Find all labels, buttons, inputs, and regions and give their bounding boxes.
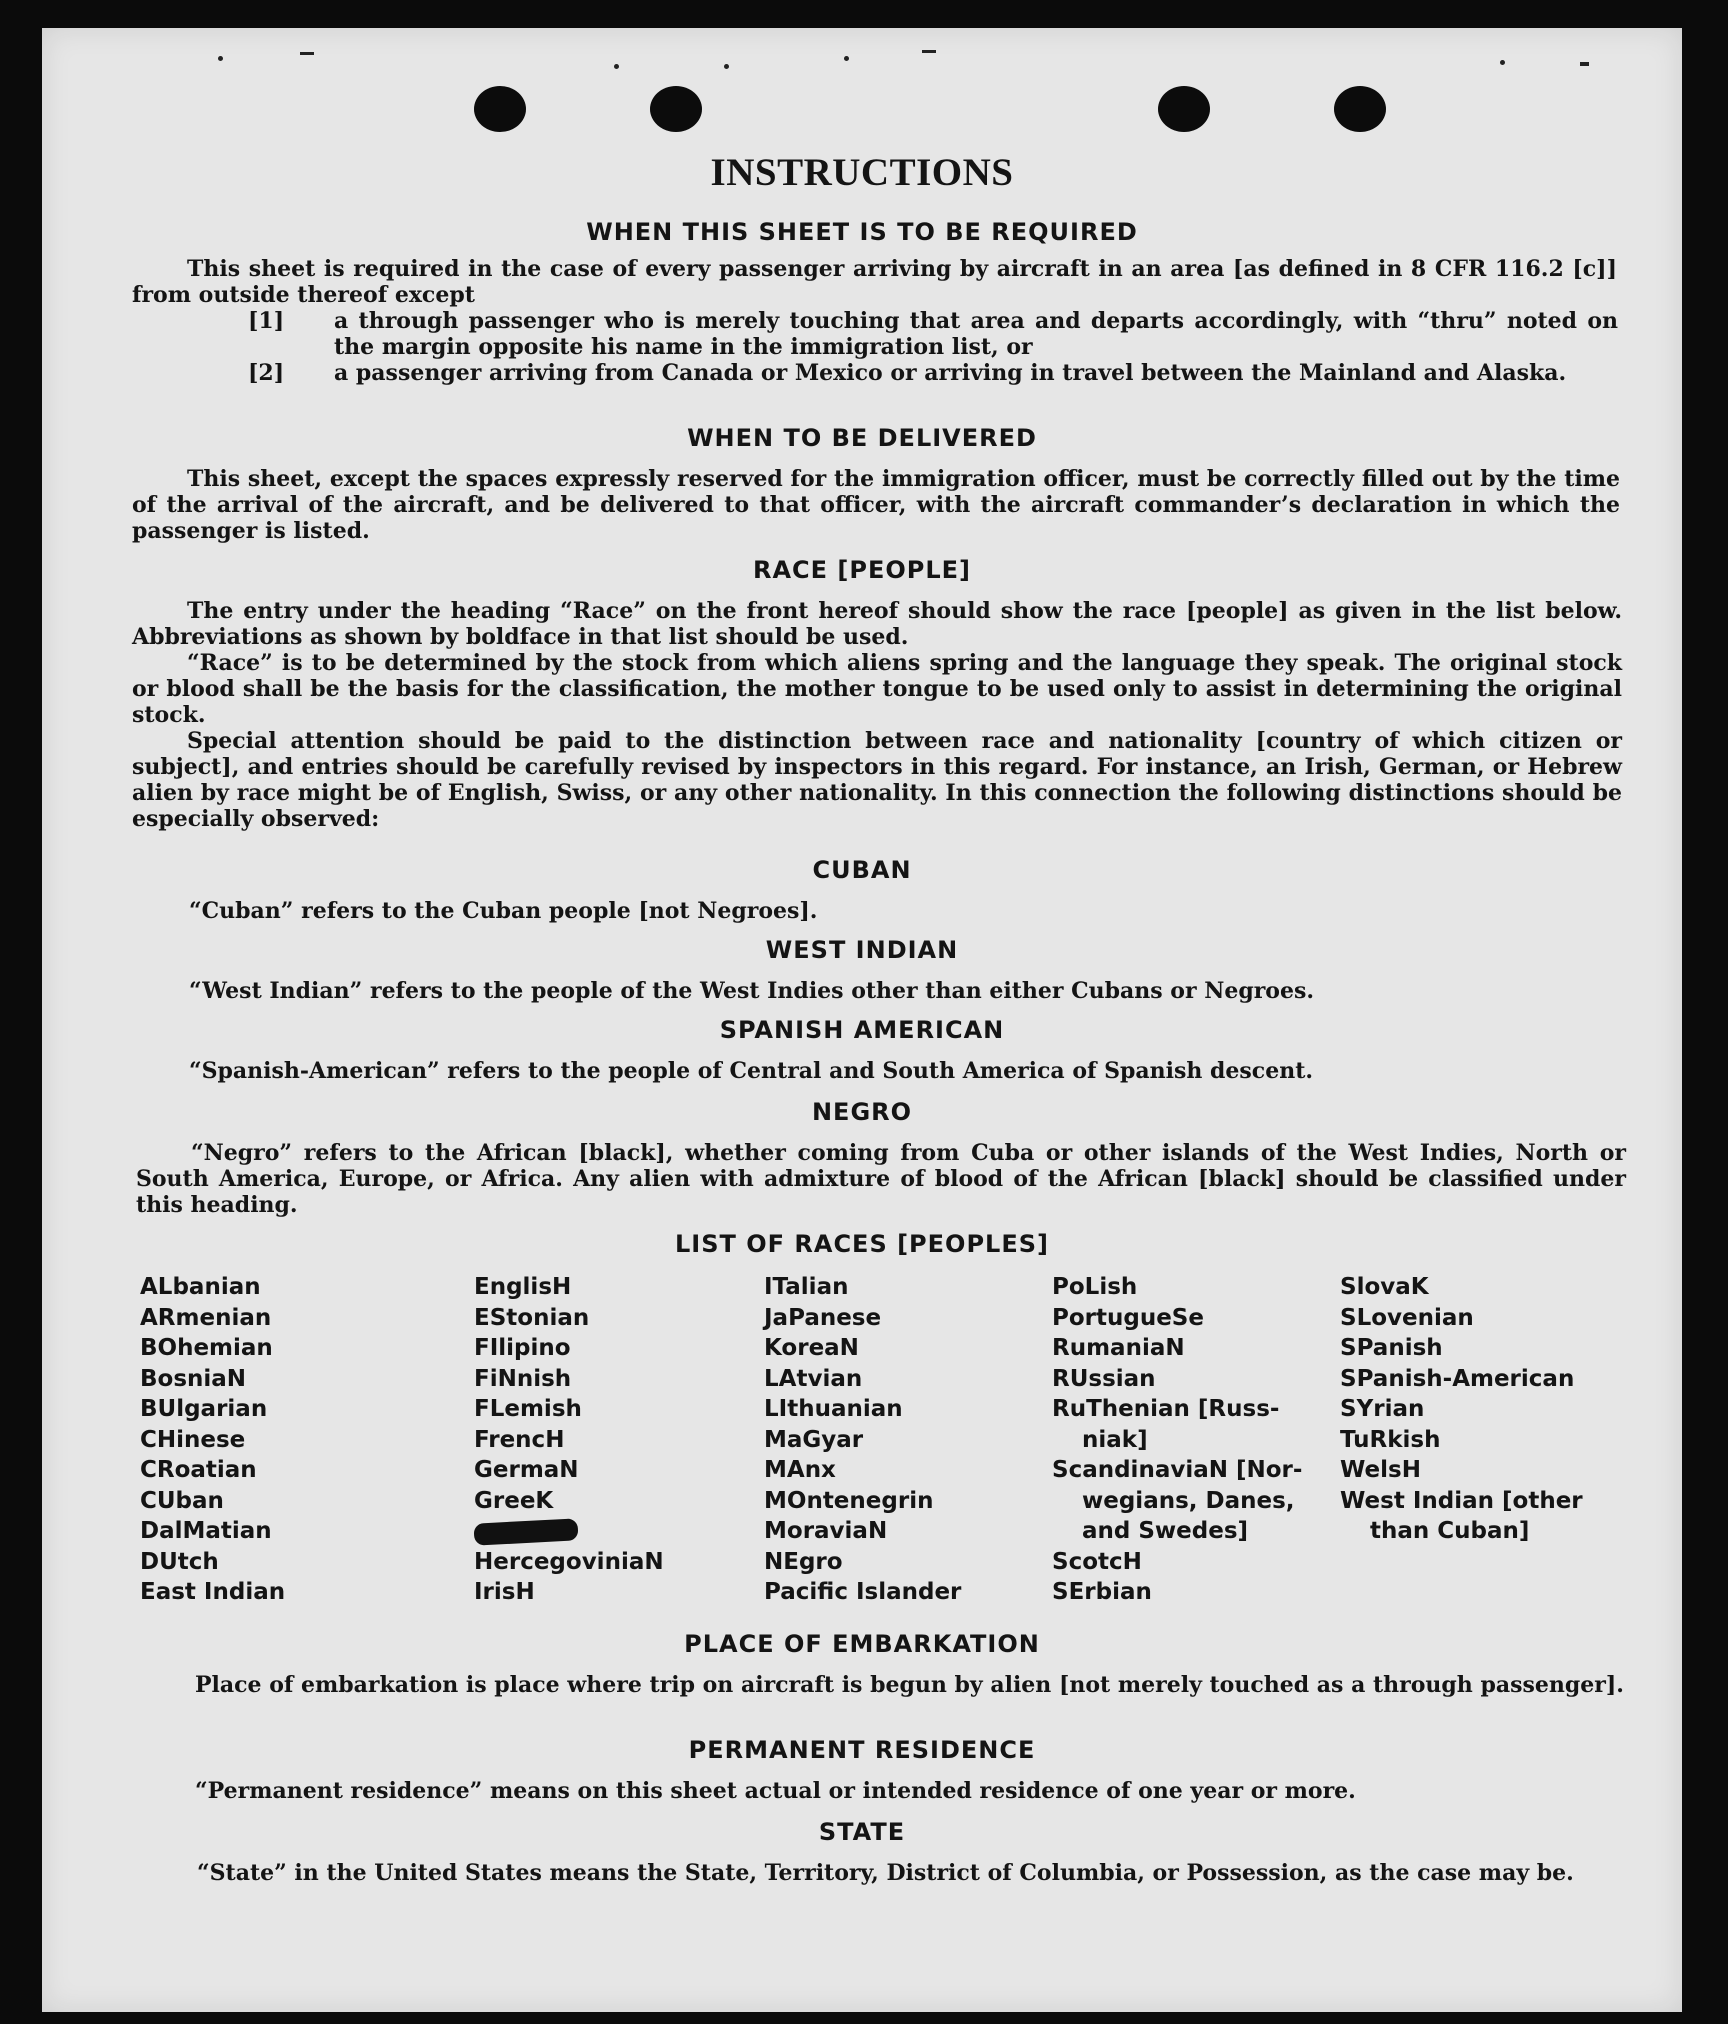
heading-negro: NEGRO — [811, 1098, 913, 1126]
races-column — [474, 1272, 664, 1608]
race-entry: DalMatian — [140, 1518, 272, 1544]
negro-text: “Negro” refers to the African [black], whether coming from Cuba or other islands of the West Indies, North or South America, Europe, or Africa. Any alien with admixture of blood of the African [black] should be classified under this heading. — [136, 1140, 1626, 1218]
race-entry: ScotcH — [1052, 1548, 1142, 1575]
page-title: INSTRUCTIONS — [710, 151, 1014, 194]
race-entry: PoLish — [1052, 1274, 1138, 1300]
race-entry-continued: than Cuban] — [1370, 1518, 1530, 1544]
race-entry: LIthuanian — [764, 1396, 903, 1422]
speck — [724, 64, 729, 69]
heading-when-delivered: WHEN TO BE DELIVERED — [687, 424, 1037, 452]
race-entry: ARmenian — [140, 1304, 272, 1331]
race-entry: SYrian — [1340, 1396, 1425, 1422]
race-entry: EnglisH — [474, 1274, 572, 1300]
race-paragraph-2: “Race” is to be determined by the stock from which aliens spring and the language they speak. The original stock or blood shall be the basis for the classification, the mother tongue to be used only to assist in determining the original stock. — [132, 650, 1622, 728]
heading-place-of-embarkation: PLACE OF EMBARKATION — [684, 1630, 1040, 1658]
list-item-number: [1] — [248, 308, 285, 334]
punch-hole — [1334, 86, 1386, 132]
race-entry: BosniaN — [140, 1365, 247, 1392]
race-entry: EStonian — [474, 1304, 590, 1331]
race-entry: SlovaK — [1340, 1274, 1429, 1300]
race-entry: JaPanese — [764, 1304, 882, 1331]
race-entry: ITalian — [764, 1274, 849, 1300]
race-entry: IrisH — [474, 1579, 535, 1605]
race-entry: Pacific Islander — [764, 1579, 962, 1605]
heading-when-required: WHEN THIS SHEET IS TO BE REQUIRED — [586, 218, 1138, 246]
west-indian-text: “West Indian” refers to the people of the West Indies other than either Cubans or Negroes. — [189, 978, 1315, 1004]
speck — [218, 56, 223, 61]
races-column — [140, 1272, 285, 1608]
race-entry: FIlipino — [474, 1335, 571, 1361]
race-entry: BOhemian — [140, 1335, 273, 1361]
heading-race: RACE [PEOPLE] — [752, 556, 972, 584]
races-table — [140, 1272, 1630, 1612]
heading-list-of-races: LIST OF RACES [PEOPLES] — [675, 1230, 1049, 1258]
speck — [844, 56, 849, 61]
race-entry: NEgro — [764, 1548, 843, 1575]
races-column — [764, 1272, 961, 1608]
when-delivered-text: This sheet, except the spaces expressly reserved for the immigration officer, must be correctly filled out by the time of the arrival of the aircraft, and be delivered to that officer, with the aircraft commander’s declaration in which the passenger is listed. — [132, 466, 1620, 544]
list-item — [248, 308, 1618, 360]
race-entry: SPanish-American — [1340, 1365, 1575, 1392]
race-entry: GermaN — [474, 1457, 579, 1483]
speck — [1500, 60, 1505, 65]
when-required-intro: This sheet is required in the case of every passenger arriving by aircraft in an area [as defined in 8 CFR 116.2 [c]] from outside thereof except — [132, 256, 1617, 308]
speck — [922, 50, 936, 53]
race-entry: FLemish — [474, 1396, 582, 1422]
race-entry: FrencH — [474, 1426, 565, 1453]
race-entry: East Indian — [140, 1579, 286, 1605]
permanent-residence-text: “Permanent residence” means on this sheet actual or intended residence of one year or more. — [195, 1778, 1356, 1804]
heading-cuban: CUBAN — [812, 856, 912, 884]
punch-hole — [1158, 86, 1210, 132]
race-entry: LAtvian — [764, 1365, 863, 1392]
race-entry: SPanish — [1340, 1335, 1443, 1361]
race-entry: RuThenian [Russ- — [1052, 1396, 1280, 1422]
races-column — [1052, 1272, 1302, 1608]
list-item-text: a through passenger who is merely touching that area and departs accordingly, with “thru” noted on the margin opposite his name in the immigration list, or — [334, 308, 1618, 360]
race-entry: MAnx — [764, 1457, 836, 1483]
races-column — [1340, 1272, 1583, 1547]
list-item — [248, 360, 1618, 412]
race-entry: CRoatian — [140, 1457, 257, 1483]
race-entry: ALbanian — [140, 1274, 261, 1300]
document-page — [42, 28, 1682, 2012]
spanish-american-text: “Spanish-American” refers to the people of Central and South America of Spanish descent. — [189, 1058, 1314, 1084]
race-entry-continued: and Swedes] — [1082, 1518, 1249, 1544]
race-entry: RUssian — [1052, 1365, 1156, 1392]
race-entry: CHinese — [140, 1426, 246, 1453]
race-entry: TuRkish — [1340, 1426, 1441, 1453]
race-paragraph-1: The entry under the heading “Race” on the front hereof should show the race [people] as given in the list below. Abbreviations as shown by boldface in that list should be used. — [132, 598, 1622, 650]
race-entry: HercegoviniaN — [474, 1548, 664, 1575]
race-entry: CUban — [140, 1487, 224, 1514]
heading-spanish-american: SPANISH AMERICAN — [719, 1016, 1005, 1044]
heading-permanent-residence: PERMANENT RESIDENCE — [688, 1736, 1036, 1764]
race-entry: KoreaN — [764, 1335, 859, 1361]
heading-state: STATE — [818, 1818, 906, 1846]
race-entry: MoraviaN — [764, 1518, 888, 1544]
race-entry: BUlgarian — [140, 1396, 268, 1422]
race-entry: MaGyar — [764, 1426, 864, 1453]
race-entry: SErbian — [1052, 1579, 1152, 1605]
race-entry: GreeK — [474, 1487, 554, 1514]
race-entry: PortugueSe — [1052, 1304, 1204, 1331]
race-entry: MOntenegrin — [764, 1487, 934, 1514]
redaction-mark — [473, 1518, 578, 1545]
race-entry: RumaniaN — [1052, 1335, 1185, 1361]
speck — [300, 52, 314, 55]
race-entry: WelsH — [1340, 1457, 1421, 1483]
race-entry-continued: wegians, Danes, — [1082, 1487, 1295, 1514]
race-entry: West Indian [other — [1340, 1487, 1583, 1514]
redacted-entry — [474, 1516, 664, 1547]
embarkation-text: Place of embarkation is place where trip on aircraft is begun by alien [not merely touched as a through passenger]. — [195, 1672, 1624, 1698]
heading-west-indian: WEST INDIAN — [765, 936, 959, 964]
race-entry: SLovenian — [1340, 1304, 1474, 1331]
race-entry: ScandinaviaN [Nor- — [1052, 1457, 1303, 1483]
race-paragraph-3: Special attention should be paid to the distinction between race and nationality [country of which citizen or subject], and entries should be carefully revised by inspectors in this regard. For instance, an Irish, German, or Hebrew alien by race might be of English, Swiss, or any other nationality. In this connection the following distinctions should be especially observed: — [132, 728, 1622, 832]
list-item-number: [2] — [248, 360, 285, 386]
list-item-text: a passenger arriving from Canada or Mexico or arriving in travel between the Mainland and Alaska. — [334, 360, 1567, 386]
race-entry-continued: niak] — [1082, 1426, 1148, 1453]
race-entry: DUtch — [140, 1548, 219, 1575]
punch-hole — [650, 86, 702, 132]
cuban-text: “Cuban” refers to the Cuban people [not Negroes]. — [189, 898, 818, 924]
race-entry: FiNnish — [474, 1365, 572, 1392]
punch-hole — [474, 86, 526, 132]
speck — [614, 64, 619, 69]
speck — [1580, 62, 1589, 66]
state-text: “State” in the United States means the State, Territory, District of Columbia, or Possession, as the case may be. — [197, 1860, 1574, 1886]
